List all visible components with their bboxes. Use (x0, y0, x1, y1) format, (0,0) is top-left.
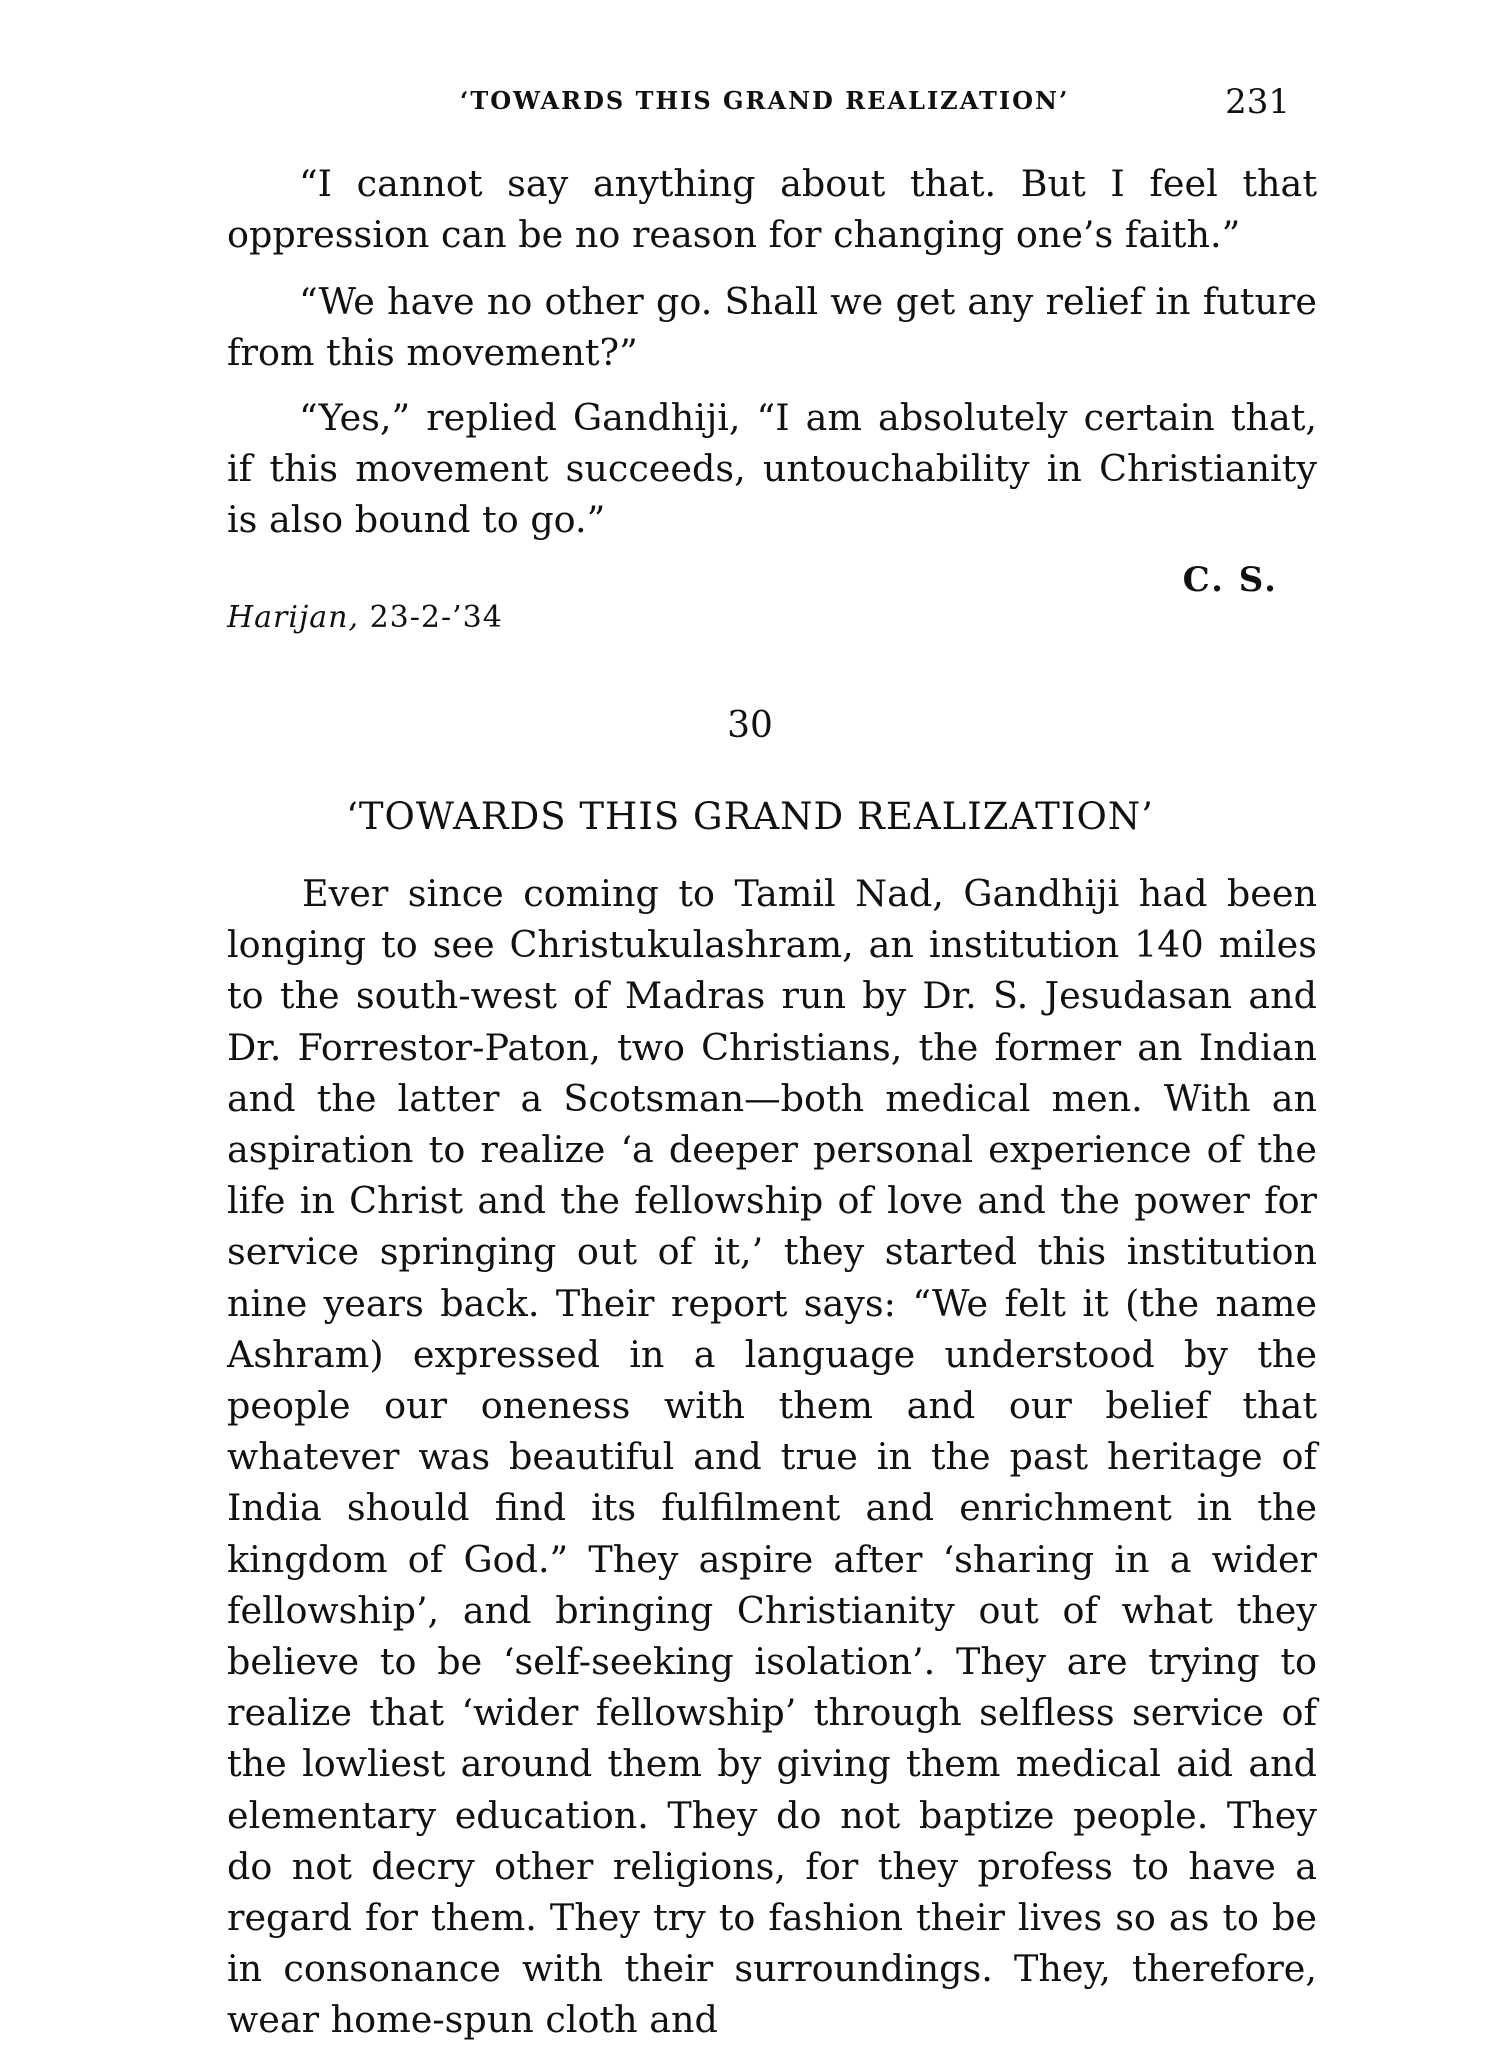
page-number: 231 (1225, 82, 1290, 122)
running-head-title: ‘TOWARDS THIS GRAND REALIZATION’ (460, 86, 1070, 115)
source-date: 23-2-’34 (369, 600, 503, 635)
dialogue-paragraph-3: “Yes,” replied Gandhiji, “I am absolutely certain that, if this movement succeeds, untouchability in Christianity is also bound to go.” (227, 396, 1317, 541)
source-citation (227, 600, 503, 635)
running-head (230, 82, 1310, 122)
dialogue-paragraph-1: “I cannot say anything about that. But I feel that oppression can be no reason for changing one’s faith.” (227, 162, 1317, 256)
source-publication: Harijan, (227, 600, 360, 635)
article-title: ‘TOWARDS THIS GRAND REALIZATION’ (346, 795, 1154, 838)
article-number: 30 (727, 705, 773, 746)
author-initials: C. S. (1182, 560, 1278, 600)
article-body: Ever since coming to Tamil Nad, Gandhiji had been longing to see Christukulashram, an institution 140 miles to the south-west of Madras run by Dr. S. Jesudasan and Dr. Forrestor-Paton, two Christians, the former an Indian and the latter a Scotsman—both medical men. With an aspiration to realize ‘a deeper personal experience of the life in Christ and the fellowship of love and the power for service springing out of it,’ they started this institution nine years back. Their report says: “We felt it (the name Ashram) expressed in a language understood by the people our oneness with them and our belief that whatever was beautiful and true in the past heritage of India should find its fulfilment and enrichment in the kingdom of God.” They aspire after ‘sharing in a wider fellowship’, and bringing Christianity out of what they believe to be ‘self-seeking isolation’. They are trying to realize that ‘wider fellowship’ through selfless service of the lowliest around them by giving them medical aid and elementary education. They do not baptize people. They do not decry other religions, for they profess to have a regard for them. They try to fashion their lives so as to be in consonance with their surroundings. They, therefore, wear home-spun cloth and (227, 872, 1317, 2042)
dialogue-paragraph-2: “We have no other go. Shall we get any relief in future from this movement?” (227, 280, 1317, 374)
